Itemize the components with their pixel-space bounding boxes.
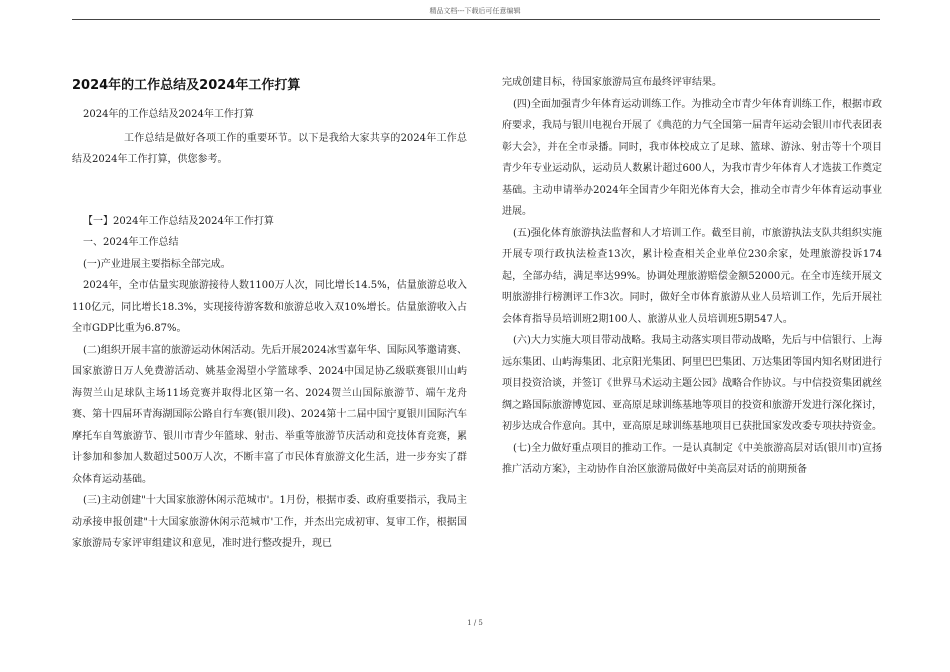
paragraph-item-7: (七)全力做好重点项目的推动工作。一是认真制定《中美旅游高层对话(银川市)宣扬推广活动方案》，主动协作自治区旅游局做好中美高层对话的前期预备 xyxy=(502,442,882,475)
paragraph-item-3: (三)主动创建"十大国家旅游休闲示范城市'。1月份，根据市委、政府重要指示，我局主动承接申报创建"十大国家旅游休闲示范城市'工作，并杰出完成初审、复审工作，根据国家旅游局专家评审组建议和意见，准时进行整改提升，现已 xyxy=(72,495,467,549)
paragraph-item-6: (六)大力实施大项目带动战略。我局主动落实项目带动战略，先后与中信银行、上海远东集团、山屿海集团、北京阳光集团、阿里巴巴集团、万达集团等国内知名财团进行项目投资洽谈，并签订《世界马术运动主题公园》战略合作协议。与中信投资集团就丝绸之路国际旅游博览园、亚高原足球训练基地等项目的投资和旅游开发进行深化探讨，初步达成合作意向。其中，亚高原足球训练基地项目已获批国家发改委专项扶持资金。 xyxy=(502,335,882,432)
document-title: 2024年的工作总结及2024年工作打算 xyxy=(72,78,301,93)
left-column xyxy=(72,72,467,555)
section-subheading-1: 一、2024年工作总结 xyxy=(83,237,179,248)
page-number: 1 / 5 xyxy=(467,619,483,627)
section-heading-1: 【一】2024年工作总结及2024年工作打算 xyxy=(83,215,274,227)
paragraph-continued: 完成创建目标，待国家旅游局宣布最终评审结果。 xyxy=(502,77,722,88)
subtitle-paragraph: 2024年的工作总结及2024年工作打算 xyxy=(83,109,254,120)
right-column xyxy=(502,72,882,481)
header-divider xyxy=(72,19,880,20)
paragraph-item-1: (一)产业进展主要指标全部完成。 xyxy=(83,258,231,270)
intro-paragraph: 工作总结是做好各项工作的重要环节。以下是我给大家共享的2024年工作总结及2024年工作打算，供您参考。 xyxy=(72,132,467,165)
page-header: 精品文档---下载后可任意编辑 xyxy=(429,7,521,15)
paragraph-item-2: (二)组织开展丰富的旅游运动休闲活动。先后开展2024冰雪嘉年华、国际风筝邀请赛、国家旅游日万人免费游活动、姚基金渴望小学篮球季、2024中国足协乙级联赛银川山屿海贺兰山足球队主场11场竞赛并取得北区第一名、2024贺兰山国际旅游节、端午龙舟赛、第十四届环青海湖国际公路自行车赛(银川段)、2024第十二届中国宁夏银川国际汽车摩托车自驾旅游节、银川市青少年篮球、射击、举重等旅游节庆活动和竞技体育竞赛，累计参加和参加人数超过500万人次，不断丰富了市民体育旅游文化生活，进一步夯实了群众体育运动基础。 xyxy=(72,344,467,485)
paragraph-item-4: (四)全面加强青少年体育运动训练工作。为推动全市青少年体育训练工作，根据市政府要求，我局与银川电视台开展了《典范的力气全国第一届青年运动会银川市代表团表彰大会》，并在全市录播。同时，我市体校成立了足球、篮球、游泳、射击等十个项目青少年专业运动队，运动员人数累计超过600人，为我市青少年体育人才选拔工作奠定基础。主动申请举办2024年全国青少年阳光体育大会，推动全市青少年体育运动事业进展。 xyxy=(502,98,882,217)
paragraph-stats: 2024年，全市估量实现旅游接待人数1100万人次，同比增长14.5%，估量旅游总收入110亿元，同比增长18.3%，实现接待游客数和旅游总收入双10%增长。估量旅游收入占全市GDP比重为6.87%。 xyxy=(72,280,467,334)
paragraph-item-5: (五)强化体育旅游执法监督和人才培训工作。截至目前，市旅游执法支队共组织实施开展专项行政执法检查13次，累计检查相关企业单位230余家，处理旅游投诉174起，全部办结，满足率达99%。协调处理旅游赔偿金额52000元。在全市连续开展文明旅游排行榜测评工作3次。同时，做好全市体育旅游从业人员培训工作，先后开展社会体育指导员培训班2期100人、旅游从业人员培训班5期547人。 xyxy=(502,227,882,325)
